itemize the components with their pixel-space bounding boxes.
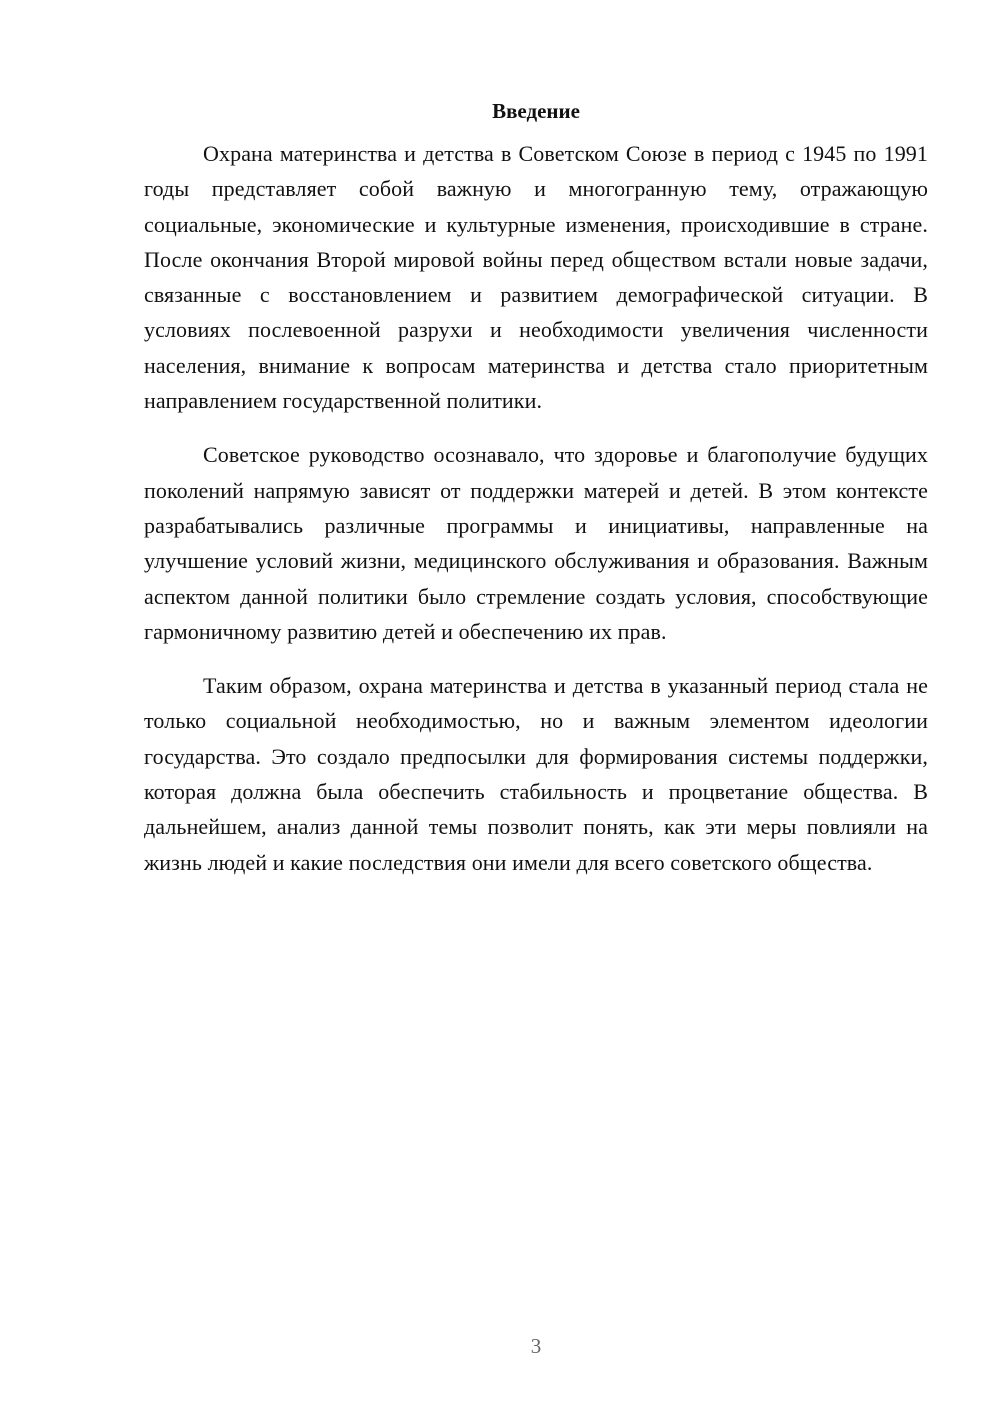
- paragraph-3: Таким образом, охрана материнства и детства в указанный период стала не только социальной необходимостью, но и важным элементом идеологии государства. Это создало предпосылки для формирования системы поддержки, которая должна была обеспечить стабильность и процветание общества. В дальнейшем, анализ данной темы позволит понять, как эти меры повлияли на жизнь людей и какие последствия они имели для всего советского общества.: [144, 673, 928, 875]
- section-title: Введение: [492, 99, 580, 123]
- page-number: 3: [530, 1334, 542, 1358]
- page-content: [144, 94, 928, 880]
- paragraph-2: Советское руководство осознавало, что здоровье и благополучие будущих поколений напрямую зависят от поддержки матерей и детей. В этом контексте разрабатывались различные программы и инициативы, направленные на улучшение условий жизни, медицинского обслуживания и образования. Важным аспектом данной политики было стремление создать условия, способствующие гармоничному развитию детей и обеспечению их прав.: [144, 442, 928, 644]
- paragraph-1: Охрана материнства и детства в Советском Союзе в период с 1945 по 1991 годы представляет собой важную и многогранную тему, отражающую социальные, экономические и культурные изменения, происходившие в стране. После окончания Второй мировой войны перед обществом встали новые задачи, связанные с восстановлением и развитием демографической ситуации. В условиях послевоенной разрухи и необходимости увеличения численности населения, внимание к вопросам материнства и детства стало приоритетным направлением государственной политики.: [144, 141, 928, 414]
